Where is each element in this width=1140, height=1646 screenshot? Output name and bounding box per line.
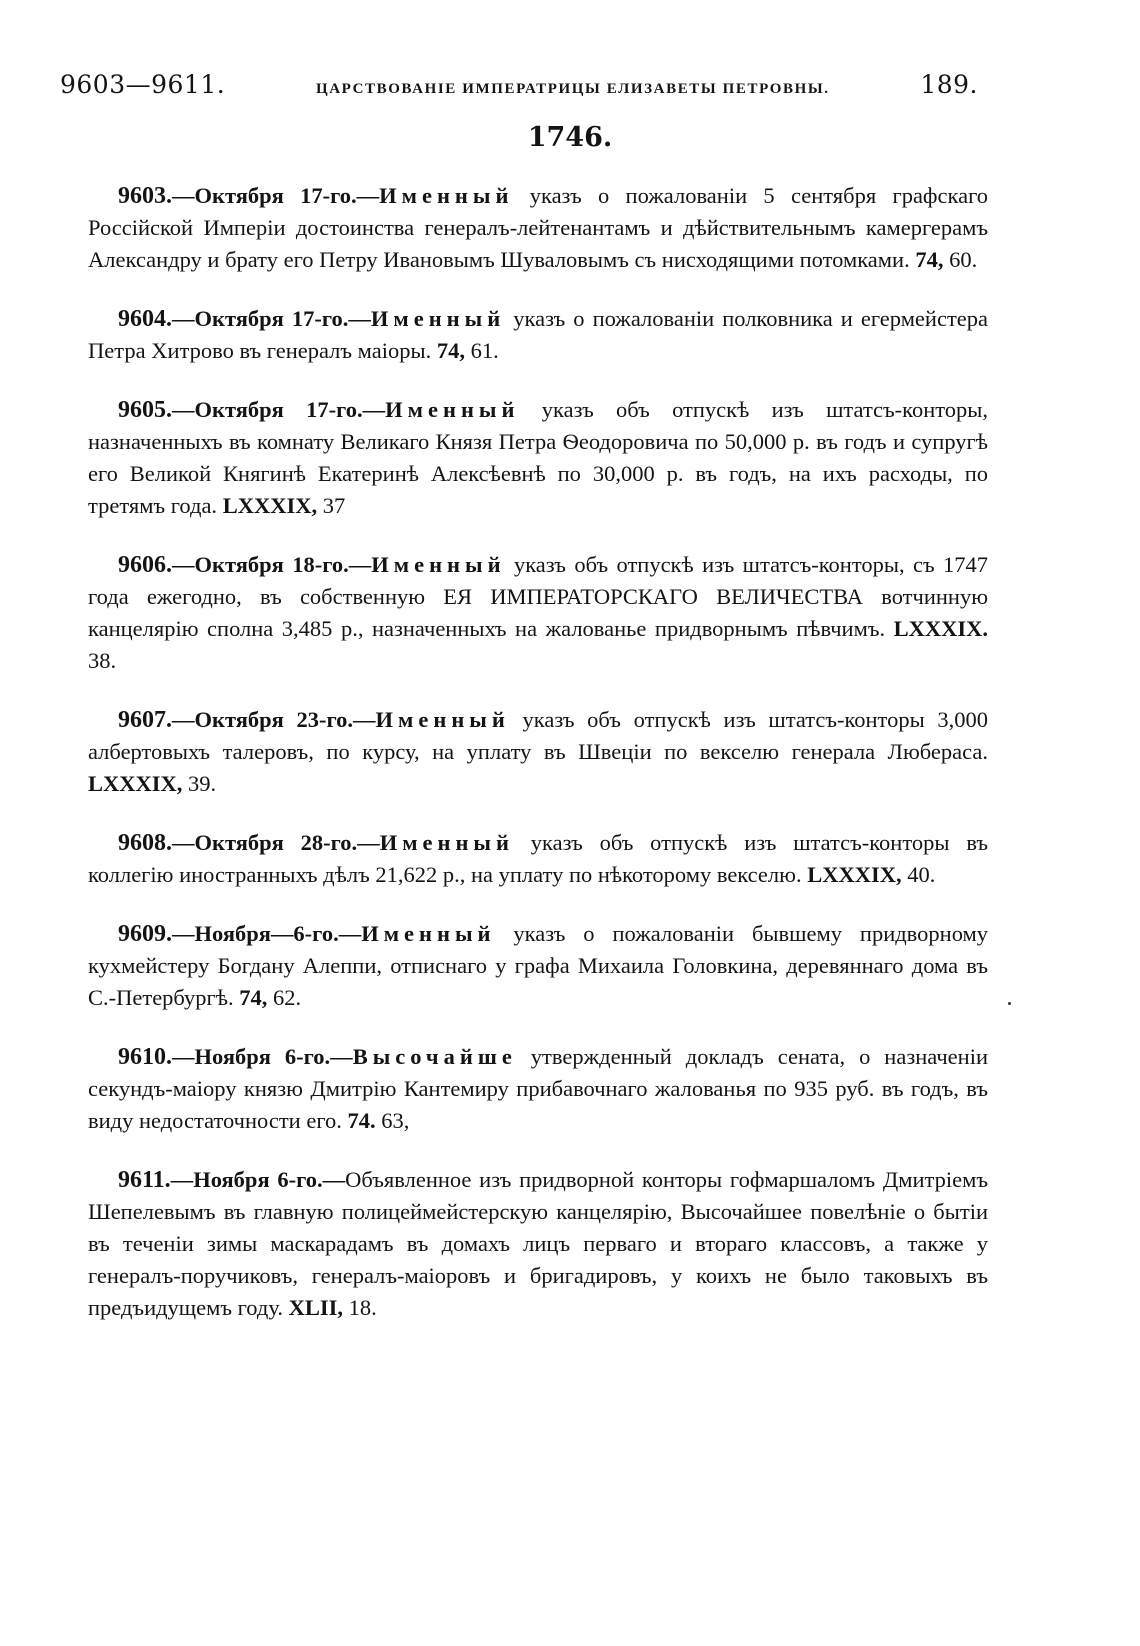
entry-tail: 37 [322,493,346,518]
entry-date: —Ноября—6-го.— [172,921,362,946]
entry-text: указъ о пожалованіи полковника и егермейстера Петра Хитрово въ генералъ маіоры. [88,306,989,363]
entry-9609 [88,918,988,1014]
entry-kind: Именный [375,707,510,732]
entry-ref: LXXXIX, [222,493,318,518]
entry-9610 [88,1041,988,1137]
entry-kind: Именный [371,552,506,577]
entries-list [88,180,988,1351]
entry-9605 [88,394,988,522]
entry-9608 [88,827,988,891]
entry-date: —Октября 18-го.— [172,552,372,577]
entry-text: указъ объ отпускѣ изъ штатсъ-конторы 3,000 албертовыхъ талеровъ, по курсу, на уплату въ Швеціи по векселю генерала Любераса. [88,707,988,764]
entry-tail: 38. [88,648,117,673]
entry-ref: 74. [347,1108,376,1133]
entry-tail: 63, [381,1108,410,1133]
entry-text: утвержденный докладъ сената, о назначеніи секундъ-маіору князю Дмитрію Кантемиру прибавочнаго жалованья по 935 руб. въ годъ, въ виду недостаточности его. [88,1044,988,1133]
entry-date: —Октября 17-го.— [172,397,386,422]
entry-9603 [88,180,988,276]
running-title: ЦАРСТВОВАНІЕ ИМПЕРАТРИЦЫ ЕЛИЗАВЕТЫ ПЕТРОВНЫ. [315,81,830,97]
entry-text: указъ объ отпускѣ изъ штатсъ-конторы, съ 1747 года ежегодно, въ собственную ЕЯ ИМПЕРАТОРСКАГО ВЕЛИЧЕСТВА вотчинную канцелярію сполна 3,485 р., назначенныхъ на жалованье придворнымъ пѣвчимъ. [88,552,989,641]
year-heading: 1746. [527,122,613,153]
entry-ref: 74, [239,985,268,1010]
entry-date: —Ноября 6-го.— [170,1167,346,1192]
print-speck [1008,1002,1011,1005]
entry-kind: Именный [379,830,514,855]
entry-text: указъ объ отпускѣ изъ штатсъ-конторы въ коллегію иностранныхъ дѣлъ 21,622 р., на уплату по нѣкоторому векселю. [88,830,989,887]
entry-date: —Октября 23-го.— [172,707,376,732]
entry-9611 [88,1164,988,1324]
entry-number: 9603. [118,183,172,209]
entry-ref: 74, [915,247,944,272]
entry-date: —Ноября 6-го.— [172,1044,353,1069]
entry-9604 [88,303,988,367]
entry-tail: 61. [470,338,499,363]
entry-kind: Именный [370,306,506,331]
entry-range: 9603—9611. [60,70,226,99]
entry-ref: 74, [436,338,465,363]
entry-9606 [88,549,988,677]
entry-ref: LXXXIX. [893,616,988,641]
entry-tail: 60. [949,247,978,272]
entry-9607 [88,704,988,800]
entry-number: 9609. [118,921,172,947]
page-number: 189. [920,70,978,99]
entry-number: 9607. [118,707,172,733]
entry-number: 9606. [118,552,172,578]
running-header [60,70,978,110]
entry-number: 9604. [118,306,172,332]
entry-kind: Именный [361,921,496,946]
entry-ref: LXXXIX, [807,862,902,887]
entry-ref: XLII, [288,1295,343,1320]
entry-tail: 62. [272,985,302,1010]
entry-ref: LXXXIX, [88,771,183,796]
entry-number: 9611. [118,1167,171,1193]
entry-text: указъ о пожалованіи 5 сентября графскаго Россійской Имперіи достоинства генералъ-лейтенантамъ и дѣйствительнымъ камергерамъ Александру и брату его Петру Ивановымъ Шуваловымъ съ нисходящими потомками. [88,183,988,272]
entry-date: —Октября 28-го.— [172,830,380,855]
entry-kind: Именный [385,397,520,422]
entry-text: указъ объ отпускѣ изъ штатсъ-конторы, назначенныхъ въ комнату Великаго Князя Петра Ѳеодоровича по 50,000 р. въ годъ и супругѣ его Великой Княгинѣ Екатеринѣ Алексѣевнѣ по 30,000 р. въ годъ, на ихъ расходы, по третямъ года. [88,397,989,518]
entry-text: указъ о пожалованіи бывшему придворному кухмейстеру Богдану Алеппи, отписнаго у графа Михаила Головкина, деревяннаго дома въ С.-Петербургѣ. [88,921,988,1010]
entry-date: —Октября 17-го.— [172,306,371,331]
entry-text: Объявленное изъ придворной конторы гофмаршаломъ Дмитріемъ Шепелевымъ въ главную полицеймейстерскую канцелярію, Высочайшее повелѣніе о бытіи въ теченіи зимы маскарадамъ въ домахъ лицъ перваго и втораго классовъ, а также у генералъ-поручиковъ, генералъ-маіоровъ и бригадировъ, у коихъ не было таковыхъ въ предъидущемъ году. [88,1167,988,1320]
entry-number: 9608. [118,830,172,856]
entry-tail: 40. [907,862,936,887]
entry-number: 9605. [118,397,172,423]
entry-number: 9610. [118,1044,172,1070]
entry-tail: 39. [188,771,217,796]
entry-kind: Высочайше [352,1044,517,1069]
entry-tail: 18. [348,1295,377,1320]
entry-date: —Октября 17-го.— [172,183,380,208]
entry-kind: Именный [379,183,514,208]
